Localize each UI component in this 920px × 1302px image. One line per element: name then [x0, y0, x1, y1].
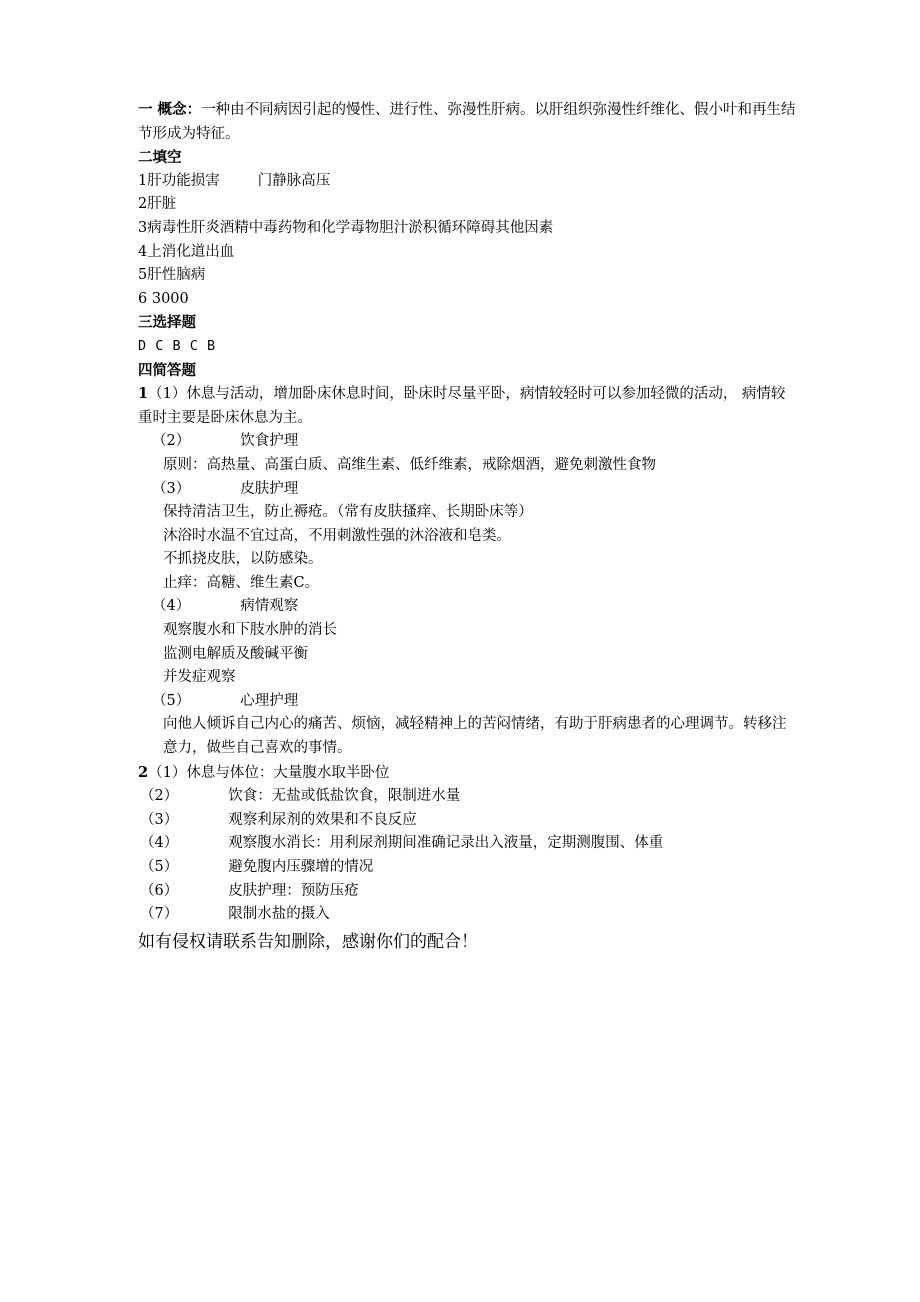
- fill-blank-item-5: [138, 264, 798, 288]
- q2-point: [138, 809, 798, 833]
- item-text: 肝脏: [147, 196, 177, 213]
- q2-label: （5）: [140, 859, 179, 875]
- q2-p1-text: 休息与体位：大量腹水取半卧位: [186, 764, 390, 781]
- document-body: [138, 98, 798, 955]
- q1-p2-title: 饮食护理: [240, 433, 299, 450]
- q2-text: 观察利尿剂的效果和不良反应: [228, 811, 417, 828]
- q1-p4-line: 监测电解质及酸碱平衡: [163, 645, 308, 662]
- concept-heading: 一 概念: [138, 101, 187, 118]
- item-text: 肝功能损害: [147, 172, 220, 189]
- item-text: 上消化道出血: [147, 243, 235, 260]
- q2-text: 皮肤护理：预防压疮: [228, 882, 359, 899]
- q1-p3-line: 保持清洁卫生，防止褥疮。（常有皮肤搔痒、长期卧床等）: [163, 504, 533, 521]
- q1-point-5-title: [138, 690, 798, 714]
- item-text: 3000: [151, 290, 189, 307]
- fill-blank-item-6: [138, 288, 798, 312]
- fill-blank-heading: 二填空: [138, 149, 182, 167]
- q2-point-1: [138, 761, 798, 786]
- fill-blank-item-3: [138, 217, 798, 241]
- q2-number: 2: [138, 763, 149, 781]
- short-answer-heading: 四简答题: [138, 361, 196, 379]
- q1-p2-line: 原则：高热量、高蛋白质、高维生素、低纤维素，戒除烟酒，避免刺激性食物: [163, 456, 656, 473]
- q2-point: [138, 832, 798, 856]
- q1-p2-label: （2）: [152, 433, 191, 450]
- item-num: 5: [138, 267, 148, 284]
- fill-blank-item-4: [138, 241, 798, 265]
- item-num: 3: [138, 219, 148, 236]
- q2-point: [138, 903, 798, 927]
- item-num: 1: [138, 172, 148, 189]
- choice-heading: 三选择题: [138, 314, 196, 332]
- q2-point: [138, 880, 798, 904]
- q1-p4-line: 观察腹水和下肢水肿的消长: [163, 622, 337, 639]
- q1-p3-line: 止痒：高糖、维生素C。: [163, 574, 320, 591]
- q1-p3-title: 皮肤护理: [240, 480, 299, 497]
- q1-p3-line: 不抓挠皮肤，以防感染。: [163, 551, 323, 568]
- footer-notice: 如有侵权请联系告知删除，感谢你们的配合！: [138, 931, 478, 952]
- q1-number: 1: [138, 385, 149, 403]
- q1-point-4-title: [138, 595, 798, 619]
- q2-label: （3）: [140, 811, 179, 828]
- q1-point-2-title: [138, 430, 798, 454]
- q1-point-1: [138, 382, 798, 430]
- q2-text: 饮食：无盐或低盐饮食，限制进水量: [228, 788, 461, 805]
- q1-p5-text: 向他人倾诉自己内心的痛苦、烦恼，减轻精神上的苦闷情绪，有助于肝病患者的心理调节。转移注意力，做些自己喜欢的事情。: [163, 716, 787, 757]
- q2-text: 限制水盐的摄入: [228, 906, 330, 923]
- choice-answers: D C B C B: [138, 337, 216, 354]
- q1-p4-line: 并发症观察: [163, 669, 236, 686]
- q1-p5-title: 心理护理: [240, 692, 299, 709]
- q1-p3-line: 沐浴时水温不宜过高，不用刺激性强的沐浴液和皂类。: [163, 527, 511, 544]
- concept-colon: ：: [186, 101, 202, 118]
- q1-p3-label: （3）: [152, 480, 191, 497]
- q2-p1-label: （1）: [148, 764, 187, 781]
- q2-text: 避免腹内压骤增的情况: [228, 859, 374, 875]
- q2-point: [138, 785, 798, 809]
- q1-p4-label: （4）: [152, 598, 191, 615]
- q1-p1-label: （1）: [148, 386, 187, 403]
- q1-point-3-title: [138, 478, 798, 502]
- q2-label: （7）: [140, 906, 179, 923]
- item-text: 病毒性肝炎酒精中毒药物和化学毒物胆汁淤积循环障碍其他因素: [147, 219, 554, 236]
- q1-p1-text: 休息与活动，增加卧床休息时间，卧床时尽量平卧，病情较轻时可以参加轻微的活动， 病情较重时主要是卧床休息为主。: [138, 386, 786, 426]
- item-text: 肝性脑病: [147, 267, 206, 284]
- item-num: 6: [138, 290, 148, 307]
- q2-label: （6）: [140, 882, 179, 899]
- q1-p4-title: 病情观察: [240, 598, 299, 615]
- q2-text: 观察腹水消长：用利尿剂期间准确记录出入液量，定期测腹围、体重: [228, 835, 664, 852]
- item-extra: 门静脉高压: [257, 172, 331, 189]
- concept-text: 一种由不同病因引起的慢性、进行性、弥漫性肝病。以肝组织弥漫性纤维化、假小叶和再生结节形成为特征。: [138, 102, 796, 142]
- q2-point: [138, 856, 798, 880]
- item-num: 2: [138, 196, 148, 213]
- q2-label: （4）: [140, 835, 179, 852]
- fill-blank-item-2: [138, 193, 798, 217]
- fill-blank-item-1: [138, 170, 798, 194]
- q1-p5-label: （5）: [152, 692, 191, 709]
- concept-paragraph: [138, 98, 798, 146]
- q2-label: （2）: [140, 788, 179, 805]
- item-num: 4: [138, 243, 148, 260]
